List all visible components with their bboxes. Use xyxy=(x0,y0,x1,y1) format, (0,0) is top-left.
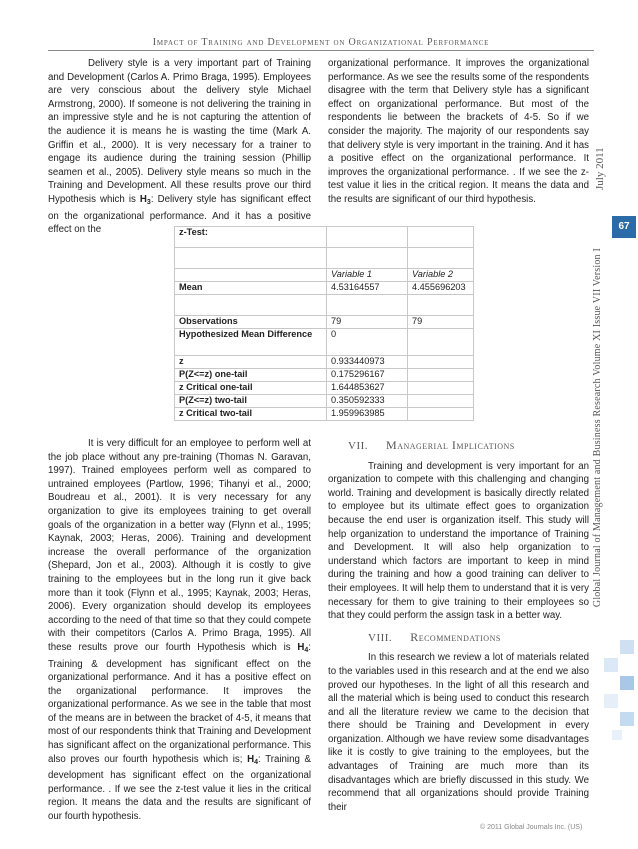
training-paragraph: It is very difficult for an employee to perform well at the job place without any pre-training (Thomas N. Garavan, 1997). Trained employees perform well as compared to untrained employees (Partlow, 1996; Tihanyi et al., 2000; Boudreau et al., 2001). It is very necessary for any organization to give its employees training to get overall goals of the organization in a better way (Flynn et al., 1995; Kaynak, 2003; Heras, 2006). Training and development increase the overall performance of the organization (Shepard, Jon et al., 2003). Although it is costly to give training to the employees but in the long run it give back more than it took (Flynn et al., 1995; Kaynak, 2003; Heras, 2006). Every organization should develop its employees according to the need of that time so that they could compete with their competitors (Carlos A. Primo Braga, 1995). All these results prove our fourth Hypothesis which is $H_4$: Training & development has significant effect on the organizational performance. And it has a positive effect on the organizational performance. It improves the organizational performance. As we see in the table that most of the means are in between the bracket of 4-5, it means that most of our respondents think that Training and Development has significant affect on the organizational performance. This also proves our fourth hypothesis which is; $H_4$: Training & development has significant effect on the organizational performance. . If we see the z-test value it lies in the critical region. It means the data and the results are significant of our fourth hypothesis. xyxy=(48,438,311,823)
table-row: P(Z<=z) one-tail 0.175296167 xyxy=(175,369,474,382)
column-header-variable-1: Variable 1 xyxy=(327,269,408,282)
right-top-column xyxy=(328,57,589,207)
copyright: © 2011 Global Journals Inc. (US) xyxy=(480,824,583,831)
table-row: Mean 4.53164557 4.455696203 xyxy=(175,282,474,295)
table-row: P(Z<=z) two-tail 0.350592333 xyxy=(175,395,474,408)
column-header-variable-2: Variable 2 xyxy=(408,269,474,282)
running-title: Impact of Training and Development on Organizational Performance xyxy=(152,37,490,48)
decorative-square xyxy=(620,676,634,690)
hypothesis-label: $H_3$ xyxy=(139,193,151,206)
left-bottom-column xyxy=(48,437,311,824)
table-row: z Critical two-tail 1.959963985 xyxy=(175,408,474,421)
decorative-square xyxy=(604,694,618,708)
managerial-paragraph: Training and development is very important for an organization to compete with this challenging and changing world. Training and development is basically directly related to employee but its ultimate effect goes to organization because the end user is organization itself. This study will help organization to understand the importance of Training and Development. It will also help organization to understand which factors are important to keep in mind during the training and how a good training can deliver to their employees. It will help them to understand that it is very necessary for them to give training to their employees so that they could perform the assign task in a better way. xyxy=(328,460,589,622)
z-test-table xyxy=(174,226,474,421)
para-text: : Delivery style has significant effect on the organizational performance. And it has a positive effect on the xyxy=(48,193,311,236)
delivery-style-paragraph xyxy=(48,57,311,237)
section-heading-managerial: VII. Managerial Implications xyxy=(348,438,515,452)
para-text: Delivery style is a very important part of Training and Development (Carlos A. Primo Braga, 1995). Employees are very conscious about the delivery style Michael Armstrong, 2000). If someone is not delivering the training in an impressive style and he is not capturing the attention of the audience it is means he is wasting the time (Mark A. Griffin et al., 2000). It is very necessary for a trainer to engage its audience during the training session (Phillip seamen et al., 2005). Delivery style means so much in the Training and Development. All these results prove our third Hypothesis which is xyxy=(48,58,311,205)
table-row: z Critical one-tail 1.644853627 xyxy=(175,382,474,395)
z-test-title: z-Test: xyxy=(175,227,327,248)
decorative-square xyxy=(620,640,634,654)
decorative-square xyxy=(612,730,622,740)
journal-name-vertical: Global Journal of Management and Business Research Volume XI Issue VII Version I xyxy=(592,248,603,608)
decorative-square xyxy=(620,712,634,726)
table-row: Hypothesized Mean Difference 0 xyxy=(175,329,474,356)
right-bottom-column xyxy=(328,437,589,814)
title-rule xyxy=(48,50,594,51)
left-top-column xyxy=(48,57,311,237)
hypothesis-label: $H_4$ xyxy=(297,641,309,654)
recommendations-paragraph: In this research we review a lot of materials related to the variables used in this research and at the end we also proved our hypotheses. In the light of all this research and all the material which is being used to conduct this research and all the literature review we came to the decision that there should be Training and Development in every organization. Although we have review some disadvantages like it is costly to give training to the employees, but the advantages of Training are much more than its disadvantages which are briefly discussed in this study. We recommend that all organizations should provide Training their xyxy=(328,652,589,813)
issue-date: July 2011 xyxy=(594,147,606,190)
page-number-badge: 67 xyxy=(612,216,636,238)
delivery-style-continuation: organizational performance. It improves the organizational performance. As we see the results some of the respondents disagree with the term that Delivery style has a significant effect on organizational performance. But most of the respondents lie between the brackets of 4-5. So if we consider the majority. The majority of our respondents say that delivery style is very important in the training. And it has a positive effect on the organizational performance. It improves the organizational performance. . If we see the z-test value it lies in the critical region. It means the data and the results are significant of our third hypothesis. xyxy=(328,58,589,205)
decorative-square xyxy=(604,658,618,672)
table-row: Observations 79 79 xyxy=(175,316,474,329)
hypothesis-label: $H_4$ xyxy=(247,753,259,766)
section-heading-recommendations: VIII. Recommendations xyxy=(368,629,501,644)
table-row: z 0.933440973 xyxy=(175,356,474,369)
